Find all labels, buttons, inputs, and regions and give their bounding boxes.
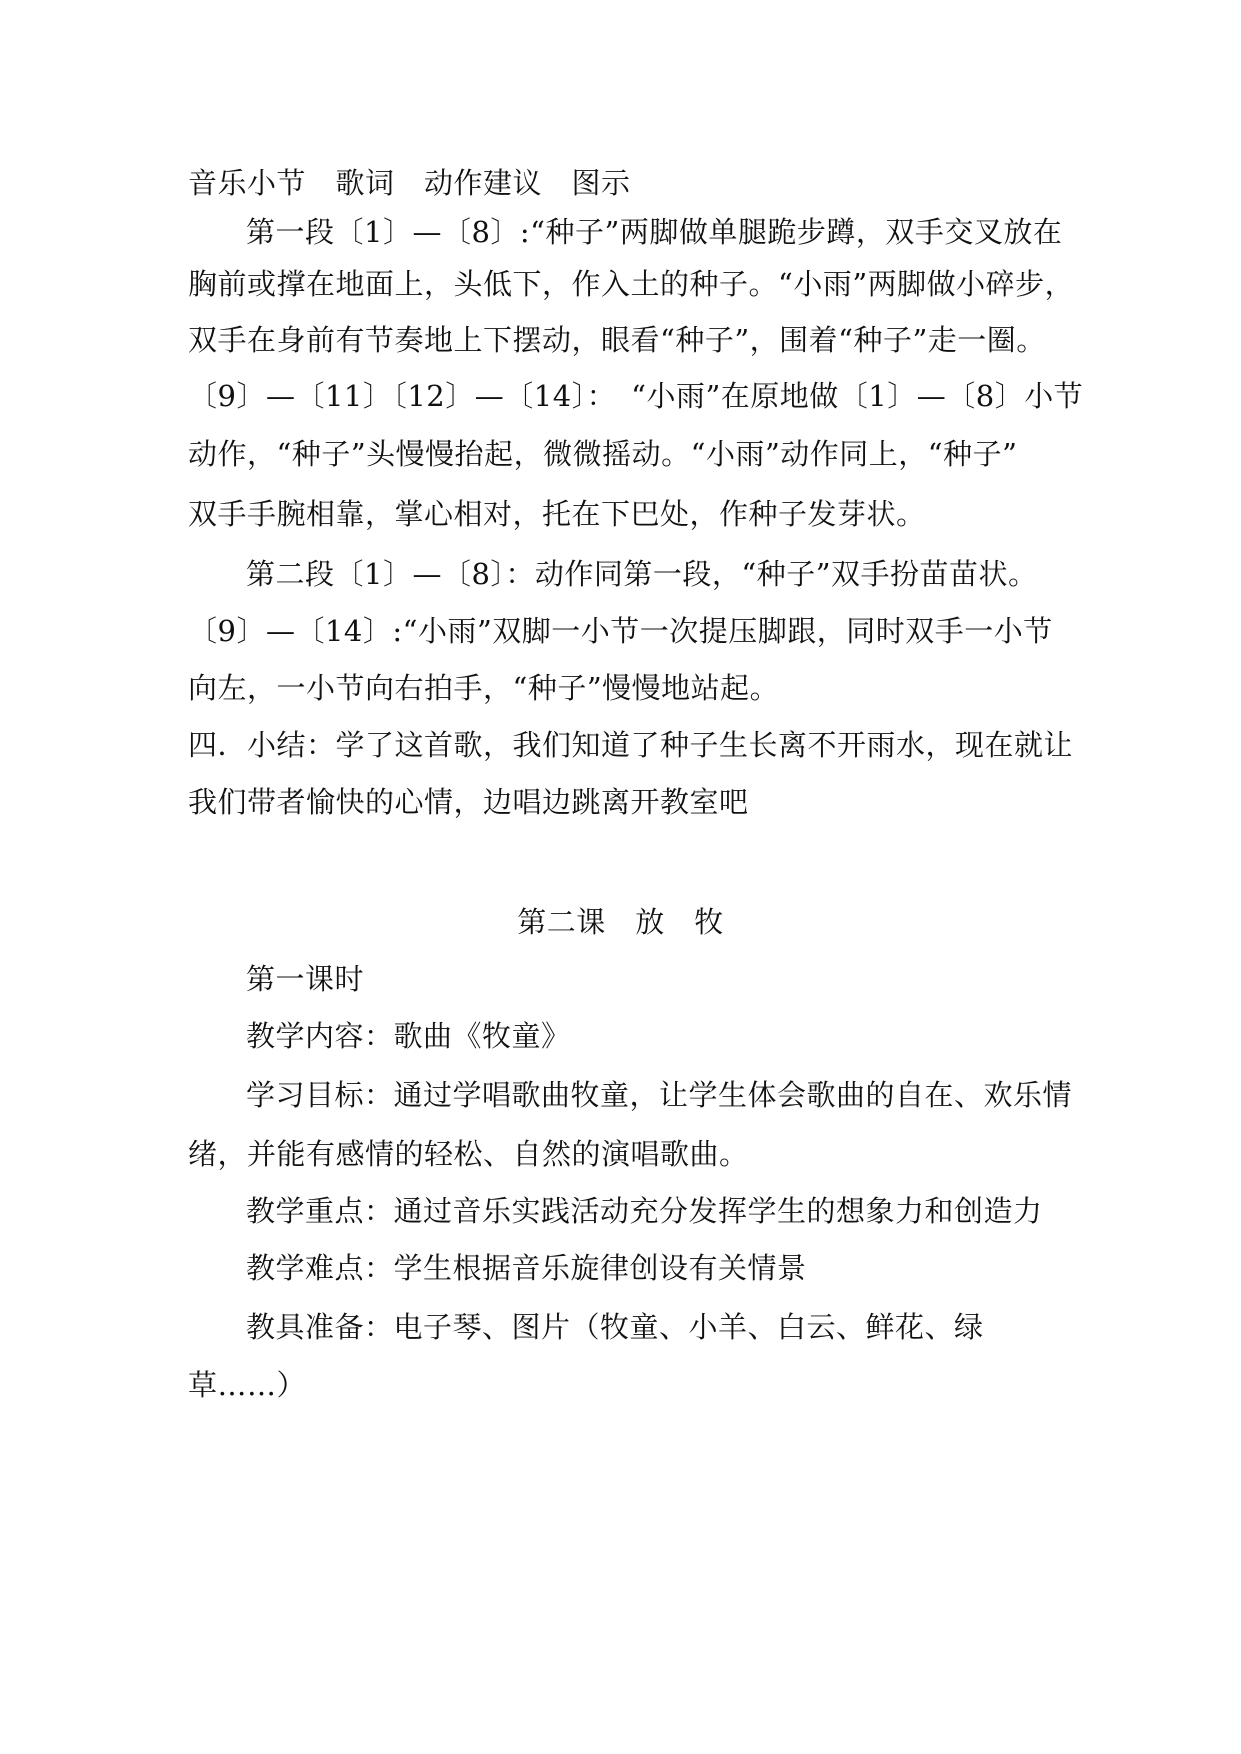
paragraph-line: 第一段〔1〕—〔8〕:“种子”两脚做单腿跪步蹲，双手交叉放在: [246, 215, 1063, 249]
table-header-line: 音乐小节 歌词 动作建议 图示: [188, 166, 631, 200]
teaching-aids: 教具准备：电子琴、图片（牧童、小羊、白云、鲜花、绿: [246, 1310, 984, 1344]
paragraph-line: 动作，“种子”头慢慢抬起，微微摇动。“小雨”动作同上，“种子”: [188, 437, 1018, 471]
summary-line: 我们带者愉快的心情，边唱边跳离开教室吧: [188, 785, 749, 819]
paragraph-line: 〔9〕—〔11〕〔12〕—〔14〕： “小雨”在原地做〔1〕—〔8〕小节: [188, 379, 1084, 413]
teaching-content: 教学内容：歌曲《牧童》: [246, 1019, 571, 1053]
paragraph-line: 双手在身前有节奏地上下摆动，眼看“种子”，围着“种子”走一圈。: [188, 323, 1046, 357]
paragraph-line: 向左，一小节向右拍手，“种子”慢慢地站起。: [188, 671, 780, 705]
paragraph-line: 〔9〕—〔14〕:“小雨”双脚一小节一次提压脚跟，同时双手一小节: [188, 614, 1053, 648]
summary-line: 四．小结：学了这首歌，我们知道了种子生长离不开雨水，现在就让: [188, 728, 1074, 762]
learning-goal: 学习目标：通过学唱歌曲牧童，让学生体会歌曲的自在、欢乐情: [246, 1078, 1073, 1112]
teaching-difficulty: 教学难点：学生根据音乐旋律创设有关情景: [246, 1251, 807, 1285]
teaching-aids-continued: 草……）: [188, 1368, 307, 1402]
paragraph-line: 双手手腕相靠，掌心相对，托在下巴处，作种子发芽状。: [188, 497, 926, 531]
paragraph-line: 胸前或撑在地面上，头低下，作入土的种子。“小雨”两脚做小碎步，: [188, 267, 1075, 301]
learning-goal-continued: 绪，并能有感情的轻松、自然的演唱歌曲。: [188, 1137, 749, 1171]
lesson-title: 第二课 放 牧: [517, 905, 724, 939]
lesson-period: 第一课时: [246, 962, 365, 996]
paragraph-line: 第二段〔1〕—〔8〕：动作同第一段，“种子”双手扮苗苗状。: [246, 557, 1038, 591]
teaching-focus: 教学重点：通过音乐实践活动充分发挥学生的想象力和创造力: [246, 1194, 1043, 1228]
